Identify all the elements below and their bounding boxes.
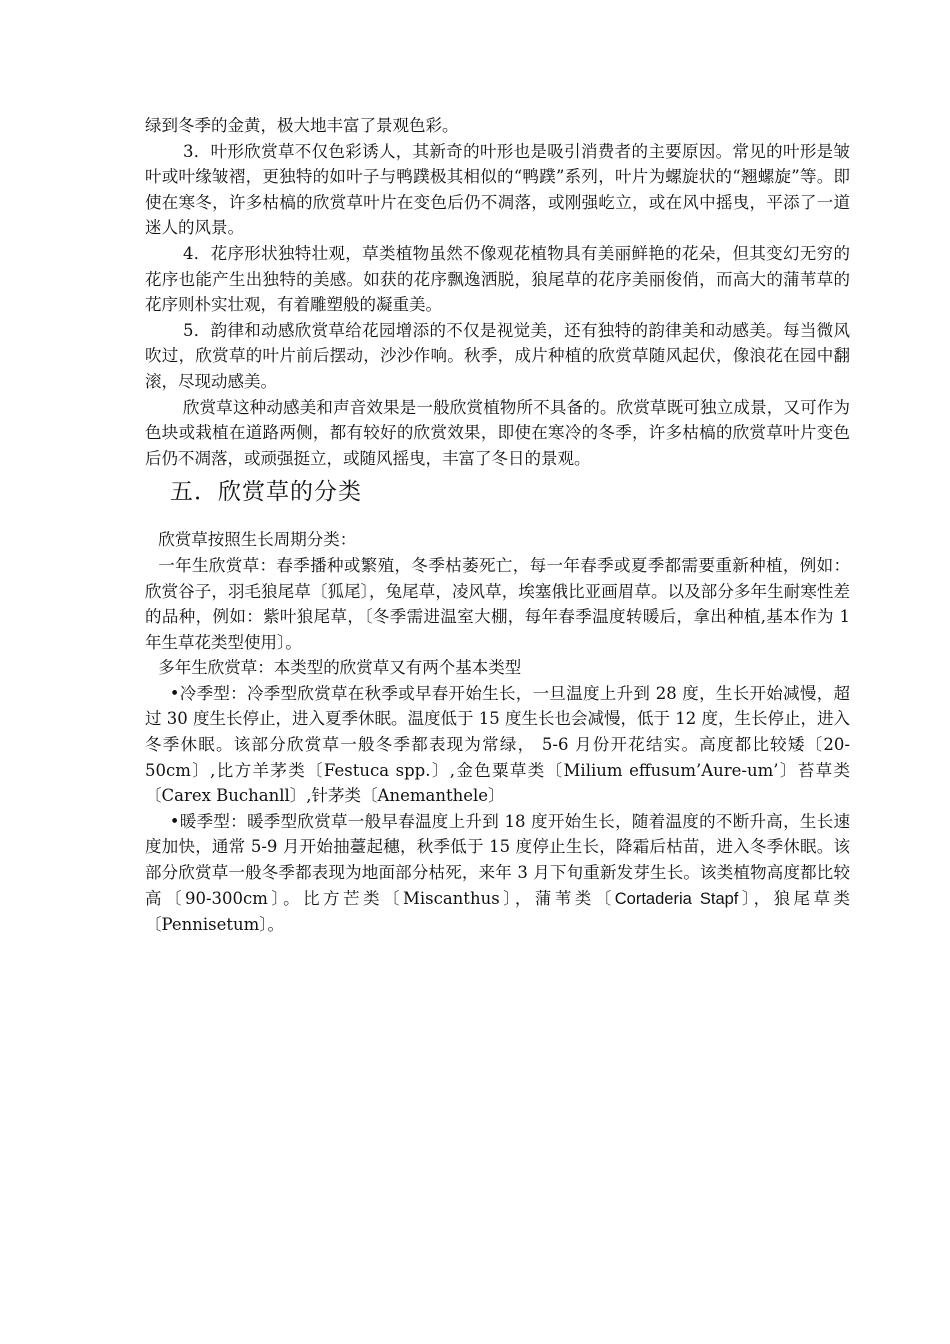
paragraph-sound-effect: 欣赏草这种动感美和声音效果是一般欣赏植物所不具备的。欣赏草既可独立成景，又可作为色块或栽植在道路两侧，都有较好的欣赏效果，即使在寒冷的冬季，许多枯槁的欣赏草叶片变色后仍不凋落，或顽强挺立，或随风摇曳，丰富了冬日的景观。 <box>145 397 850 468</box>
paragraph-inflorescence: 4．花序形状独特壮观，草类植物虽然不像观花植物具有美丽鲜艳的花朵，但其变幻无穷的花序也能产生出独特的美感。如获的花序飘逸洒脱，狼尾草的花序美丽俊俏，而高大的蒲苇草的花序则朴实壮观，有着雕塑般的凝重美。 <box>145 243 850 315</box>
paragraph-annual-grass: 一年生欣赏草：春季播种或繁殖，冬季枯萎死亡，每一年春季或夏季都需要重新种植，例如：欣赏谷子，羽毛狼尾草〔狐尾〕，兔尾草，凌风草，埃塞俄比亚画眉草。以及部分多年生耐寒性差的品种，例如：紫叶狼尾草，〔冬季需进温室大棚，每年春季温度转暖后，拿出种植,基本作为 1 年生草花类型使用〕。 <box>145 555 850 652</box>
paragraph-cool-season: •冷季型：冷季型欣赏草在秋季或早春开始生长，一旦温度上升到 28 度，生长开始减慢，超过 30 度生长停止，进入夏季休眠。温度低于 15 度生长也会减慢，低于 12 度，生长停止，进入冬季休眠。该部分欣赏草一般冬季都表现为常绿， 5-6 月份开花结实。高度都比较矮〔20-50cm〕,比方羊茅类〔Festuca spp.〕,金色粟草类〔Milium effusum’Aure-um’〕苔草类〔Carex Buchanll〕,针茅类〔Anemanthele〕 <box>145 683 850 806</box>
paragraph-warm-season <box>145 809 850 938</box>
paragraph-leaf-shape: 3．叶形欣赏草不仅色彩诱人，其新奇的叶形也是吸引消费者的主要原因。常见的叶形是皱叶或叶缘皱褶，更独特的如叶子与鸭蹼极其相似的“鸭蹼”系列，叶片为螺旋状的“翘螺旋”等。即使在寒冬，许多枯槁的欣赏草叶片在变色后仍不凋落，或刚强屹立，或在风中摇曳，平添了一道迷人的风景。 <box>145 141 850 238</box>
paragraph-color-continued: 绿到冬季的金黄，极大地丰富了景观色彩。 <box>145 116 459 135</box>
warm-season-tail: 〕，狼尾草类〔Pennisetum〕。 <box>145 888 850 935</box>
warm-season-main-text: •暖季型：暖季型欣赏草一般早春温度上升到 18 度开始生长，随着温度的不断升高，生长速度加快，通常 5-9 月开始抽薹起穗，秋季低于 15 度停止生长，降霜后枯苗，进入冬季休眠。该部分欣赏草一般冬季都表现为地面部分枯死，来年 3 月下旬重新发芽生长。该类植物高度都比较高〔90-300cm〕。比方芒类〔Miscanthus〕，蒲苇类〔 <box>145 811 850 908</box>
warm-season-cortaderia: Cortaderia Stapf <box>614 889 739 908</box>
paragraph-classification-intro: 欣赏草按照生长周期分类： <box>158 530 357 550</box>
paragraph-rhythm-motion: 5．韵律和动感欣赏草给花园增添的不仅是视觉美，还有独特的韵律美和动感美。每当微风吹过，欣赏草的叶片前后摆动，沙沙作响。秋季，成片种植的欣赏草随风起伏，像浪花在园中翻滚，尽现动感美。 <box>145 320 850 391</box>
document-page <box>145 113 850 938</box>
section-heading: 五．欣赏草的分类 <box>170 479 362 506</box>
paragraph-perennial-grass: 多年生欣赏草：本类型的欣赏草又有两个基本类型 <box>158 658 522 678</box>
